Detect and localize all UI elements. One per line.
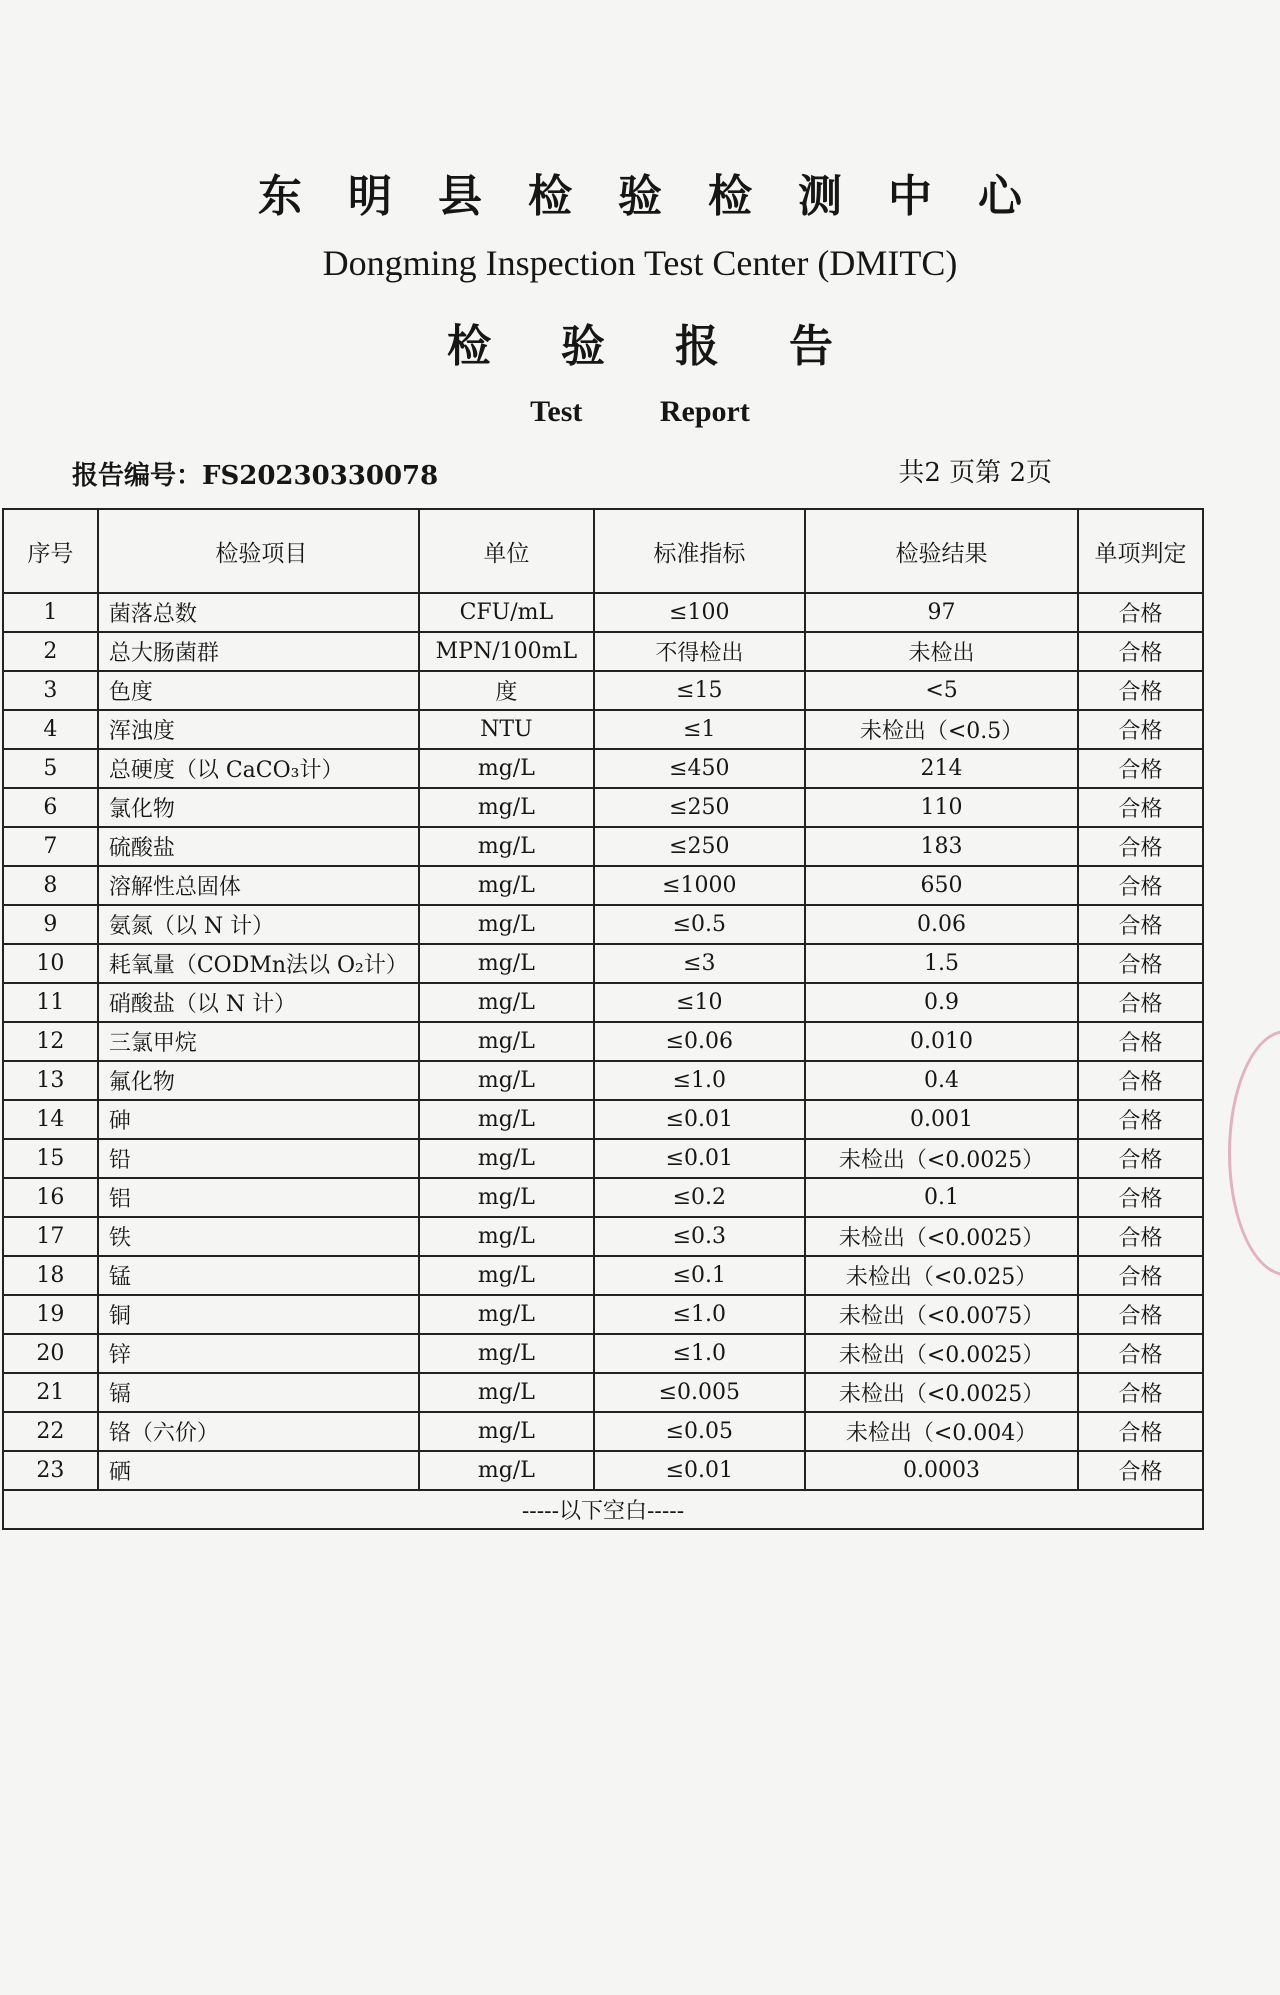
header-standard: 标准指标	[594, 509, 805, 593]
row-unit: mg/L	[419, 1022, 594, 1061]
row-unit: mg/L	[419, 1100, 594, 1139]
row-standard: ≤250	[594, 788, 805, 827]
row-unit: mg/L	[419, 866, 594, 905]
header-judgement: 单项判定	[1078, 509, 1203, 593]
row-standard: ≤1.0	[594, 1334, 805, 1373]
row-judgement: 合格	[1078, 788, 1203, 827]
row-unit: mg/L	[419, 1217, 594, 1256]
row-item: 铝	[98, 1178, 419, 1217]
row-item: 锰	[98, 1256, 419, 1295]
row-result: 未检出（<0.5）	[805, 710, 1078, 749]
row-result: 未检出（<0.0025）	[805, 1217, 1078, 1256]
table-row	[3, 671, 1203, 710]
row-judgement: 合格	[1078, 1334, 1203, 1373]
row-result: 未检出	[805, 632, 1078, 671]
row-unit: mg/L	[419, 1061, 594, 1100]
row-item: 硫酸盐	[98, 827, 419, 866]
row-item: 三氯甲烷	[98, 1022, 419, 1061]
row-item: 总大肠菌群	[98, 632, 419, 671]
row-standard: ≤1	[594, 710, 805, 749]
table-row	[3, 1451, 1203, 1490]
row-number: 14	[3, 1100, 98, 1139]
table-row	[3, 944, 1203, 983]
row-number: 23	[3, 1451, 98, 1490]
table-row	[3, 1256, 1203, 1295]
row-number: 9	[3, 905, 98, 944]
results-table	[2, 508, 1204, 1530]
row-judgement: 合格	[1078, 1100, 1203, 1139]
row-result: 110	[805, 788, 1078, 827]
report-number: 报告编号：FS20230330078	[72, 461, 439, 491]
row-item: 浑浊度	[98, 710, 419, 749]
row-judgement: 合格	[1078, 944, 1203, 983]
table-row	[3, 983, 1203, 1022]
row-standard: ≤15	[594, 671, 805, 710]
row-result: 0.06	[805, 905, 1078, 944]
row-number: 6	[3, 788, 98, 827]
row-result: 650	[805, 866, 1078, 905]
row-number: 11	[3, 983, 98, 1022]
row-result: 未检出（<0.0025）	[805, 1334, 1078, 1373]
row-item: 氯化物	[98, 788, 419, 827]
row-result: 214	[805, 749, 1078, 788]
row-item: 溶解性总固体	[98, 866, 419, 905]
row-number: 17	[3, 1217, 98, 1256]
row-unit: mg/L	[419, 1451, 594, 1490]
table-row	[3, 788, 1203, 827]
table-row	[3, 905, 1203, 944]
row-unit: mg/L	[419, 1412, 594, 1451]
table-row	[3, 632, 1203, 671]
row-item: 色度	[98, 671, 419, 710]
row-standard: 不得检出	[594, 632, 805, 671]
row-judgement: 合格	[1078, 1412, 1203, 1451]
row-standard: ≤0.05	[594, 1412, 805, 1451]
row-unit: mg/L	[419, 1139, 594, 1178]
blank-row	[3, 1490, 1203, 1529]
row-number: 10	[3, 944, 98, 983]
row-number: 13	[3, 1061, 98, 1100]
row-number: 21	[3, 1373, 98, 1412]
row-item: 硝酸盐（以 N 计）	[98, 983, 419, 1022]
table-row	[3, 827, 1203, 866]
row-unit: mg/L	[419, 983, 594, 1022]
row-number: 20	[3, 1334, 98, 1373]
row-unit: mg/L	[419, 944, 594, 983]
row-judgement: 合格	[1078, 1451, 1203, 1490]
row-number: 1	[3, 593, 98, 632]
row-result: 183	[805, 827, 1078, 866]
row-number: 18	[3, 1256, 98, 1295]
row-item: 总硬度（以 CaCO₃计）	[98, 749, 419, 788]
row-number: 5	[3, 749, 98, 788]
row-item: 铜	[98, 1295, 419, 1334]
header-item: 检验项目	[98, 509, 419, 593]
row-judgement: 合格	[1078, 710, 1203, 749]
row-standard: ≤3	[594, 944, 805, 983]
table-row	[3, 1022, 1203, 1061]
report-title-en: Test Report	[530, 395, 750, 428]
row-unit: CFU/mL	[419, 593, 594, 632]
center-name-zh: 东明县检验检测中心	[258, 171, 1068, 222]
header-result: 检验结果	[805, 509, 1078, 593]
row-item: 铁	[98, 1217, 419, 1256]
header-unit: 单位	[419, 509, 594, 593]
row-result: 未检出（<0.0075）	[805, 1295, 1078, 1334]
row-number: 12	[3, 1022, 98, 1061]
row-result: 未检出（<0.025）	[805, 1256, 1078, 1295]
row-standard: ≤1.0	[594, 1061, 805, 1100]
row-item: 铅	[98, 1139, 419, 1178]
row-judgement: 合格	[1078, 593, 1203, 632]
row-unit: 度	[419, 671, 594, 710]
table-row	[3, 1334, 1203, 1373]
table-row	[3, 866, 1203, 905]
blank-note: -----以下空白-----	[3, 1490, 1203, 1529]
row-item: 菌落总数	[98, 593, 419, 632]
table-row	[3, 593, 1203, 632]
row-unit: MPN/100mL	[419, 632, 594, 671]
row-number: 2	[3, 632, 98, 671]
table-header-row	[3, 509, 1203, 593]
row-judgement: 合格	[1078, 1256, 1203, 1295]
table-row	[3, 1412, 1203, 1451]
row-standard: ≤0.06	[594, 1022, 805, 1061]
row-standard: ≤0.3	[594, 1217, 805, 1256]
row-item: 铬（六价）	[98, 1412, 419, 1451]
row-unit: mg/L	[419, 1256, 594, 1295]
row-judgement: 合格	[1078, 1373, 1203, 1412]
row-number: 16	[3, 1178, 98, 1217]
row-item: 氨氮（以 N 计）	[98, 905, 419, 944]
row-number: 19	[3, 1295, 98, 1334]
row-judgement: 合格	[1078, 983, 1203, 1022]
row-unit: NTU	[419, 710, 594, 749]
table-row	[3, 1217, 1203, 1256]
row-unit: mg/L	[419, 827, 594, 866]
row-item: 氟化物	[98, 1061, 419, 1100]
table-row	[3, 1178, 1203, 1217]
row-standard: ≤0.5	[594, 905, 805, 944]
table-row	[3, 1100, 1203, 1139]
row-number: 8	[3, 866, 98, 905]
row-unit: mg/L	[419, 749, 594, 788]
row-result: 0.010	[805, 1022, 1078, 1061]
table-row	[3, 749, 1203, 788]
row-result: 未检出（<0.0025）	[805, 1373, 1078, 1412]
row-judgement: 合格	[1078, 1061, 1203, 1100]
center-name-en: Dongming Inspection Test Center (DMITC)	[322, 243, 958, 283]
report-title-zh: 检验报告	[447, 321, 903, 372]
row-standard: ≤1.0	[594, 1295, 805, 1334]
row-number: 22	[3, 1412, 98, 1451]
row-standard: ≤250	[594, 827, 805, 866]
row-unit: mg/L	[419, 788, 594, 827]
row-judgement: 合格	[1078, 866, 1203, 905]
row-number: 3	[3, 671, 98, 710]
row-standard: ≤1000	[594, 866, 805, 905]
table-row	[3, 1295, 1203, 1334]
row-result: 0.0003	[805, 1451, 1078, 1490]
row-standard: ≤0.2	[594, 1178, 805, 1217]
row-standard: ≤100	[594, 593, 805, 632]
row-judgement: 合格	[1078, 671, 1203, 710]
row-standard: ≤0.01	[594, 1139, 805, 1178]
row-number: 4	[3, 710, 98, 749]
row-result: 0.001	[805, 1100, 1078, 1139]
row-standard: ≤0.005	[594, 1373, 805, 1412]
row-item: 硒	[98, 1451, 419, 1490]
row-unit: mg/L	[419, 1373, 594, 1412]
row-result: 1.5	[805, 944, 1078, 983]
row-judgement: 合格	[1078, 1178, 1203, 1217]
row-result: 未检出（<0.004）	[805, 1412, 1078, 1451]
row-unit: mg/L	[419, 1334, 594, 1373]
row-judgement: 合格	[1078, 632, 1203, 671]
row-standard: ≤450	[594, 749, 805, 788]
row-result: 0.9	[805, 983, 1078, 1022]
row-judgement: 合格	[1078, 827, 1203, 866]
row-unit: mg/L	[419, 905, 594, 944]
row-standard: ≤0.01	[594, 1451, 805, 1490]
table-row	[3, 1061, 1203, 1100]
row-result: 未检出（<0.0025）	[805, 1139, 1078, 1178]
row-judgement: 合格	[1078, 1139, 1203, 1178]
row-result: <5	[805, 671, 1078, 710]
row-item: 镉	[98, 1373, 419, 1412]
row-number: 7	[3, 827, 98, 866]
red-seal-stamp	[1228, 1030, 1280, 1276]
table-row	[3, 1139, 1203, 1178]
row-result: 97	[805, 593, 1078, 632]
row-judgement: 合格	[1078, 749, 1203, 788]
page-count: 共2 页第 2页	[898, 458, 1052, 488]
row-standard: ≤0.1	[594, 1256, 805, 1295]
row-standard: ≤0.01	[594, 1100, 805, 1139]
row-item: 耗氧量（CODMn法以 O₂计）	[98, 944, 419, 983]
row-judgement: 合格	[1078, 1295, 1203, 1334]
row-unit: mg/L	[419, 1178, 594, 1217]
row-result: 0.4	[805, 1061, 1078, 1100]
row-judgement: 合格	[1078, 905, 1203, 944]
row-standard: ≤10	[594, 983, 805, 1022]
row-item: 锌	[98, 1334, 419, 1373]
row-judgement: 合格	[1078, 1217, 1203, 1256]
row-result: 0.1	[805, 1178, 1078, 1217]
table-row	[3, 1373, 1203, 1412]
header-no: 序号	[3, 509, 98, 593]
row-number: 15	[3, 1139, 98, 1178]
table-row	[3, 710, 1203, 749]
row-unit: mg/L	[419, 1295, 594, 1334]
row-judgement: 合格	[1078, 1022, 1203, 1061]
row-item: 砷	[98, 1100, 419, 1139]
